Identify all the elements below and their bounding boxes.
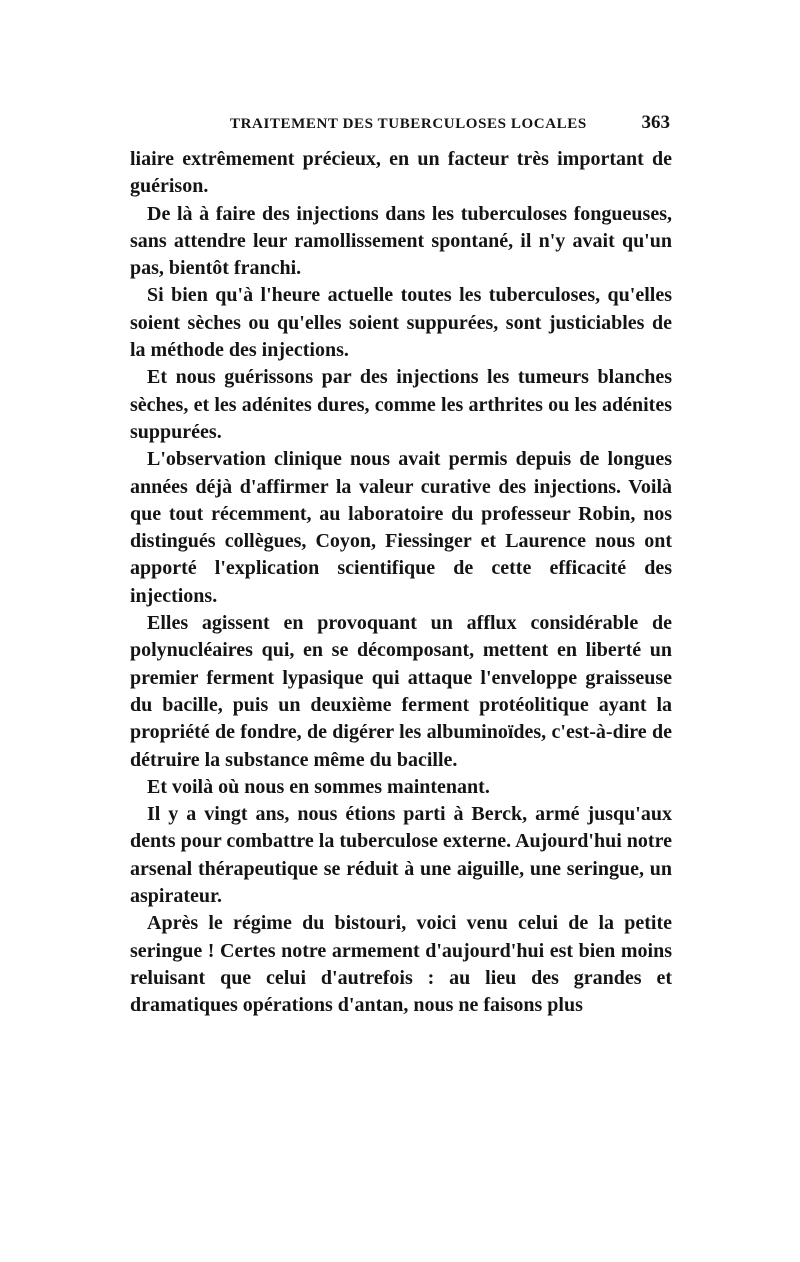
paragraph: Elles agissent en provoquant un afflux considérable de polynucléaires qui, en se décomposant, mettent en liberté un premier ferment lypasique qui attaque l'enveloppe graisseuse du bacille, puis un deuxième ferment protéolitique ayant la propriété de fondre, de digérer les albuminoïdes, c'est-à-dire de détruire la substance même du bacille. xyxy=(130,612,672,771)
body-text xyxy=(130,146,672,1020)
page-number: 363 xyxy=(641,112,670,133)
paragraph: Après le régime du bistouri, voici venu celui de la petite seringue ! Certes notre armement d'aujourd'hui est bien moins reluisant que celui d'autrefois : au lieu des grandes et dramatiques opérations d'antan, nous ne faisons plus xyxy=(130,912,672,1017)
paragraph-continued: liaire extrêmement précieux, en un facteur très important de guérison. xyxy=(130,148,672,198)
book-page xyxy=(130,108,672,1020)
running-head xyxy=(130,108,672,134)
paragraph: Et nous guérissons par des injections les tumeurs blanches sèches, et les adénites dures, comme les arthrites ou les adénites suppurées. xyxy=(130,366,672,443)
paragraph: Il y a vingt ans, nous étions parti à Berck, armé jusqu'aux dents pour combattre la tuberculose externe. Aujourd'hui notre arsenal thérapeutique se réduit à une aiguille, une seringue, un aspirateur. xyxy=(130,803,672,908)
paragraph: De là à faire des injections dans les tuberculoses fongueuses, sans attendre leur ramollissement spontané, il n'y avait qu'un pas, bientôt franchi. xyxy=(130,202,672,280)
paragraph: Et voilà où nous en sommes maintenant. xyxy=(147,775,490,798)
running-title: TRAITEMENT DES TUBERCULOSES LOCALES xyxy=(230,116,587,132)
paragraph: Si bien qu'à l'heure actuelle toutes les tuberculoses, qu'elles soient sèches ou qu'elles soient suppurées, sont justiciables de la méthode des injections. xyxy=(130,284,672,362)
paragraph: L'observation clinique nous avait permis depuis de longues années déjà d'affirmer la valeur curative des injections. Voilà que tout récemment, au laboratoire du professeur Robin, nos distingués collègues, Coyon, Fiessinger et Laurence nous ont apporté l'explication scientifique de cette efficacité des injections. xyxy=(130,448,672,607)
